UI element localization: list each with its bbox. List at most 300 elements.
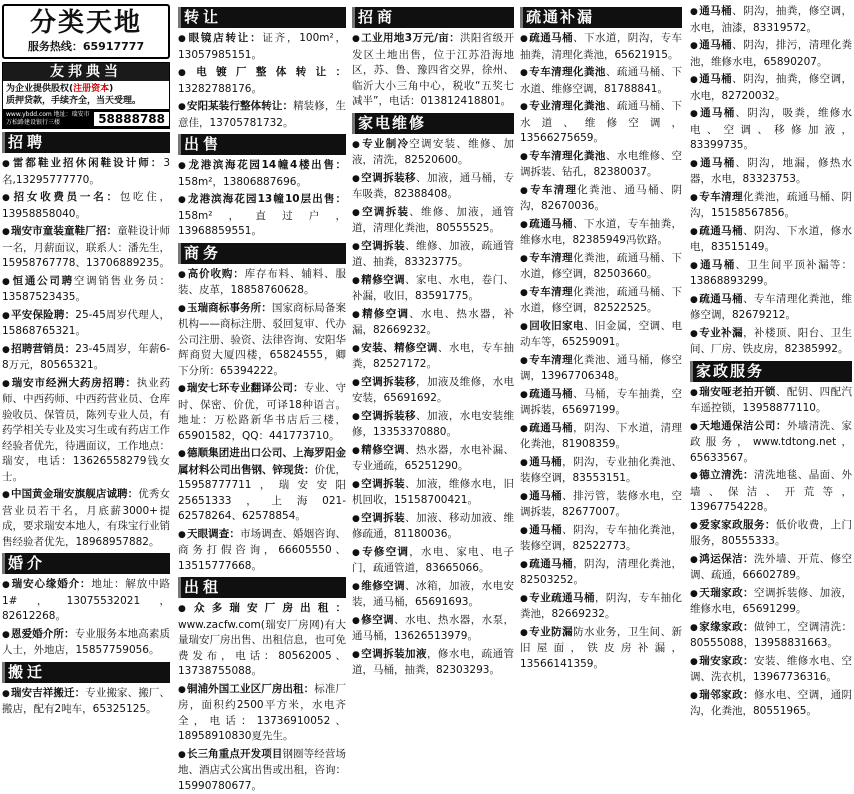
- ad-body: 、水电、热水器，水泵，通马桶，13626513979。: [352, 614, 514, 643]
- column-3: [352, 4, 514, 641]
- ad-lead: 家缘家政：: [699, 621, 754, 633]
- bullet-icon: [690, 655, 699, 667]
- ad-lead: 龙港滨海花园14幢4楼出售：: [189, 159, 346, 171]
- ad-lead: 安阳某装行整体转让：: [187, 100, 293, 112]
- bullet-icon: [178, 447, 187, 459]
- bullet-icon: [178, 602, 194, 614]
- classified-ad: [178, 747, 346, 794]
- section-heading: 招聘: [2, 132, 170, 153]
- ad-line-1c: ): [109, 84, 113, 94]
- ad-lead: 招女收费员一名：: [14, 191, 120, 203]
- bullet-icon: [352, 274, 361, 286]
- ad-line-2: 质押贷款，手续齐全，当天受理。: [3, 95, 169, 109]
- classified-ad: [352, 613, 514, 645]
- ad-body: 外墙清洗、家政服务，www.tdtong.net，65633567。: [690, 420, 852, 464]
- ad-lead: 回收旧家电: [529, 320, 584, 332]
- ad-lead: 通马桶: [699, 39, 732, 51]
- ad-body: 修水电、空调，通阴沟，化粪池，80551965。: [690, 689, 852, 718]
- bullet-icon: [520, 100, 529, 112]
- classified-ad: [520, 251, 682, 283]
- ad-body: 、阴沟，排污，清理化粪池，维修水电，65890207。: [690, 39, 852, 68]
- ad-body: ，阴沟、下水道，清理化粪池，81908359。: [520, 422, 682, 451]
- classified-ad: [520, 65, 682, 97]
- classified-ad: [690, 385, 852, 417]
- bullet-icon: [352, 614, 361, 626]
- ad-lead: 疏通马桶: [529, 388, 573, 400]
- ad-body: 、维修、加液，通管道，清理化粪池，80555525。: [352, 206, 514, 235]
- bullet-icon: [690, 386, 699, 398]
- ad-phone: 58888788: [94, 112, 169, 126]
- ad-body: ，加液及维修，水电安装，65691692。: [352, 376, 514, 405]
- section-heading: 婚介: [2, 553, 170, 574]
- bullet-icon: [520, 66, 529, 78]
- ad-lead: 平安保险聘：: [11, 309, 75, 321]
- bullet-icon: [520, 286, 529, 298]
- section-heading: 家政服务: [690, 361, 852, 382]
- bullet-icon: [690, 420, 699, 432]
- classified-ad: [352, 341, 514, 373]
- bullet-icon: [352, 546, 362, 558]
- ad-lead: 疏通马桶: [529, 218, 573, 230]
- bullet-icon: [178, 100, 187, 112]
- classified-ad: [2, 577, 170, 625]
- ad-lead: 德顺集团进出口公司、上海罗阳金属材料公司出售钢、锌现货：: [178, 447, 346, 476]
- classified-ad: [520, 591, 682, 623]
- classified-ad: [352, 647, 514, 679]
- classified-ad: [690, 72, 852, 104]
- ad-footer: [3, 109, 169, 128]
- ad-lead: 专车清理: [529, 252, 573, 264]
- classified-ad: [178, 527, 346, 575]
- section-heading: 疏通补漏: [520, 7, 682, 28]
- col5-sections: [690, 4, 852, 720]
- ad-lead: 瑞邻家政：: [699, 689, 754, 701]
- ad-body: 、旧金属，空调、电动车等，65259091。: [520, 320, 682, 349]
- classified-ad: [520, 625, 682, 673]
- bullet-icon: [352, 172, 361, 184]
- ad-lead: 通马桶: [700, 157, 735, 169]
- ad-lead: 爱家家政服务：: [699, 519, 776, 531]
- classified-ad: [520, 31, 682, 63]
- masthead: [2, 4, 170, 59]
- ad-lead: 专业补漏: [699, 327, 743, 339]
- ad-body: 低价收费，上门服务，80555333。: [690, 519, 852, 548]
- ad-body: 、专车清理化粪池，维修空调，82679212。: [690, 293, 852, 322]
- bullet-icon: [178, 382, 187, 394]
- bullet-icon: [178, 528, 187, 540]
- ad-line-1b: 注册资本: [73, 84, 109, 94]
- ad-body: 、卫生间平顶补漏等：13868893299。: [690, 259, 852, 288]
- bullet-icon: [520, 490, 529, 502]
- classified-ad: [178, 446, 346, 525]
- bullet-icon: [520, 32, 529, 44]
- bullet-icon: [520, 184, 530, 196]
- ad-body: 、马桶，专车抽粪，空调拆装，65697199。: [520, 388, 682, 417]
- col4-sections: [520, 7, 682, 672]
- classified-ad: [520, 353, 682, 385]
- ad-body: 、排污管，装修水电，空调拆装，82677007。: [520, 490, 682, 519]
- ad-body: 做钟工，空调清洗：80555088，13958831663。: [690, 621, 852, 650]
- classified-ad: [352, 239, 514, 271]
- ad-lead: 天瑞家政：: [699, 587, 754, 599]
- classified-ad: [520, 99, 682, 147]
- ad-body: 3名,13295777770。: [2, 157, 170, 186]
- classified-ad: [520, 217, 682, 249]
- classified-ad: [690, 620, 852, 652]
- classified-ad: [352, 511, 514, 543]
- bullet-icon: [178, 268, 188, 280]
- bullet-icon: [352, 478, 361, 490]
- classified-ad: [2, 627, 170, 659]
- ad-body: 、阴沟，抽粪，修空调，水电，82720032。: [690, 73, 852, 102]
- ad-lead: 龙港滨海花园13幢10层出售：: [188, 193, 346, 205]
- classified-ad: [520, 421, 682, 453]
- bullet-icon: [2, 157, 13, 169]
- classified-ad: [178, 31, 346, 63]
- section-heading: 转让: [178, 7, 346, 28]
- ad-body: 防水业务，卫生间、新旧屋面，铁皮房补漏，13566141359。: [520, 626, 682, 670]
- classified-ad: [690, 224, 852, 256]
- bullet-icon: [2, 628, 11, 640]
- classified-ad: [690, 38, 852, 70]
- ad-body: 市场调查、婚姻咨询、商务打假咨询，66605550、13515777668。: [178, 528, 346, 572]
- ad-line-1: [3, 81, 169, 95]
- ad-body: 、下水道，阴沟，专车抽粪，清理化粪池，65621915。: [520, 32, 682, 61]
- ad-lead: 眼镜店转让：: [189, 32, 263, 44]
- ad-lead: 通马桶: [529, 524, 562, 536]
- ad-body: ，补楼顶、阳台、卫生间、厂房、铁皮房，82385992。: [690, 327, 852, 356]
- ad-body: 13282788176。: [178, 83, 262, 95]
- classified-ad: [2, 342, 170, 374]
- ad-lead: 德立清洗：: [699, 469, 754, 481]
- ad-body: 23-45周岁，年薪6-8万元，80565321。: [2, 343, 170, 372]
- classified-ad: [690, 106, 852, 154]
- bullet-icon: [520, 592, 529, 604]
- bullet-icon: [690, 259, 700, 271]
- ad-lead: 专车清理: [530, 184, 577, 196]
- ad-lead: 专业防漏: [529, 626, 573, 638]
- bullet-icon: [352, 308, 362, 320]
- ad-lead: 天眼调查：: [187, 528, 240, 540]
- classified-ad: [2, 224, 170, 272]
- ad-lead: 瑞安市童装童鞋厂招：: [11, 225, 117, 237]
- bullet-icon: [520, 388, 529, 400]
- classified-ad: [178, 99, 346, 131]
- bullet-icon: [352, 138, 362, 150]
- section-heading: 招商: [352, 7, 514, 28]
- ad-body: 化粪池、通马桶、阴沟，82670036。: [520, 184, 682, 213]
- ad-body: 、加液，维修水电，旧机回收，15158700421。: [352, 478, 514, 507]
- ad-lead: 专车清理: [529, 286, 573, 298]
- classified-ad: [690, 156, 852, 188]
- ad-lead: 瑞安心缘婚介：: [12, 578, 92, 590]
- ad-lead: 电镀厂整体转让：: [196, 66, 346, 78]
- bullet-icon: [520, 218, 529, 230]
- bullet-icon: [178, 159, 189, 171]
- ad-lead: 修空调: [361, 614, 394, 626]
- classified-ad: [178, 682, 346, 745]
- bullet-icon: [2, 377, 12, 389]
- bullet-icon: [352, 342, 361, 354]
- bullet-icon: [690, 293, 699, 305]
- bullet-icon: [690, 157, 700, 169]
- classified-ad: [690, 326, 852, 358]
- classified-ad: [2, 686, 170, 718]
- bullet-icon: [520, 558, 529, 570]
- bullet-icon: [2, 578, 12, 590]
- ad-body: ，阴沟，清理化粪池，82503252。: [520, 558, 682, 587]
- classified-ad: [178, 381, 346, 444]
- classified-ad: [690, 258, 852, 290]
- classified-ad: [352, 205, 514, 237]
- ad-body: 、下水道，专车抽粪，维修水电，82385949冯钦路。: [520, 218, 682, 247]
- bullet-icon: [352, 410, 361, 422]
- bullet-icon: [178, 302, 187, 314]
- ad-body: 空调拆装修、加液，维修水电，65691299。: [690, 587, 852, 616]
- ad-lead: 疏通马桶: [699, 225, 743, 237]
- ad-lead: 安装、精修空调: [361, 342, 438, 354]
- ad-lead: 专车清理化粪池: [529, 66, 606, 78]
- ad-lead: 空调拆装移: [361, 410, 416, 422]
- ad-body: 、维修、加液，疏通管道、抽粪，83323775。: [352, 240, 514, 269]
- ad-footer-text: www.ybdd.com 地址：瑞安市万松路建设银行三楼: [3, 110, 94, 128]
- bullet-icon: [178, 32, 189, 44]
- ad-lead: 专业清理化粪池: [529, 100, 606, 112]
- bullet-icon: [520, 524, 529, 536]
- ad-header: 友邦典当: [3, 63, 169, 81]
- classified-ad: [352, 477, 514, 509]
- ad-body: 化粪池，疏通马桶、下水道，修空调，82503660。: [520, 252, 682, 281]
- ad-body: 158m²，直过户，13968859551。: [178, 210, 346, 238]
- ad-lead: 专修空调: [362, 546, 409, 558]
- ad-lead: 专业制冷: [362, 138, 409, 150]
- ad-lead: 铜浦外国工业区厂房出租：: [187, 683, 314, 695]
- section-heading: 搬迁: [2, 662, 170, 683]
- bullet-icon: [690, 107, 700, 119]
- bullet-icon: [690, 191, 699, 203]
- bullet-icon: [352, 444, 361, 456]
- ad-lead: 空调拆装: [362, 206, 409, 218]
- classified-ad: [178, 65, 346, 97]
- ad-body: 、热水器，水电补漏、专业通疏，65251290。: [352, 444, 514, 473]
- ad-body: 、阴沟、下水道，修水电，83515149。: [690, 225, 852, 254]
- ad-body: 、阴沟，吸粪，维修水电、空调、移修加液，83399735。: [690, 107, 852, 151]
- ad-body: 空调销售业务员：13587523435。: [2, 275, 170, 304]
- classified-ad: [690, 552, 852, 584]
- ad-lead: 专车清理化粪池: [529, 150, 606, 162]
- ad-body: ，阴沟，专车抽化粪池，82669232。: [520, 592, 682, 621]
- ad-body: 专业搬家、搬厂、搬店，配有2吨车，65325125。: [2, 687, 170, 716]
- ad-lead: 招聘营销员：: [11, 343, 75, 355]
- section-heading: 家电维修: [352, 113, 514, 134]
- classified-ad: [178, 267, 346, 299]
- bullet-icon: [2, 225, 11, 237]
- ad-body: 、水电，专车抽粪，82527172。: [352, 342, 514, 371]
- classified-ad: [178, 301, 346, 380]
- ad-lead: 专业疏通马桶: [529, 592, 595, 604]
- col3-sections: [352, 7, 514, 679]
- bullet-icon: [690, 73, 699, 85]
- classified-ad: [352, 443, 514, 475]
- ad-lead: 雷都鞋业招休闲鞋设计师：: [13, 157, 163, 169]
- section-heading: 出租: [178, 577, 346, 598]
- ad-lead: 瑞安市经洲大药房招聘：: [12, 377, 137, 389]
- ad-body: 、配钥、四配汽车遥控锁，13958877110。: [690, 386, 852, 415]
- classified-ad: [2, 274, 170, 306]
- ad-body: 、加液，通马桶，专车吸粪，82388408。: [352, 172, 514, 201]
- ad-lead: 专车清理: [699, 191, 743, 203]
- classified-ad: [690, 468, 852, 516]
- ad-body: ，阴沟，专业抽化粪池、装修空调，83553151。: [520, 456, 682, 485]
- bullet-icon: [690, 553, 699, 565]
- classified-ad: [352, 273, 514, 305]
- ad-line-1a: 为企业提供股权(: [6, 84, 73, 94]
- classified-ad: [690, 292, 852, 324]
- ad-lead: 瑞安哑老拍开锁: [699, 386, 776, 398]
- classified-ad: [520, 523, 682, 555]
- ad-body: 童鞋设计师一名，月薪面议，联系人：潘先生，15958767778、13706889235。: [2, 225, 170, 269]
- ad-lead: 玉瑞商标事务所：: [187, 302, 272, 314]
- classified-ad: [520, 455, 682, 487]
- ad-lead: 天地通保洁公司：: [699, 420, 787, 432]
- classified-ad: [520, 387, 682, 419]
- ad-lead: 通马桶: [700, 259, 735, 271]
- ad-lead: 高价收购：: [188, 268, 245, 280]
- ad-body: 包吃住，13958858040。: [2, 191, 170, 220]
- bullet-icon: [352, 648, 361, 660]
- classified-ad: [520, 149, 682, 181]
- ad-lead: 工业用地3万元/亩：: [361, 32, 460, 44]
- bullet-icon: [352, 240, 361, 252]
- ad-body: 洗外墙、开荒、修空调、疏通，66602789。: [690, 553, 852, 582]
- ad-lead: 恩爱婚介所：: [11, 628, 75, 640]
- ad-lead: 疏通马桶: [529, 422, 573, 434]
- ad-body: 化粪池，疏通马桶、下水道，修空调，82522525。: [520, 286, 682, 315]
- page-title: 分类天地: [4, 8, 168, 38]
- ad-body: 证齐，100m²，13057985151。: [178, 32, 346, 61]
- bullet-icon: [690, 621, 699, 633]
- classified-ad: [2, 376, 170, 486]
- ad-lead: 空调拆装移: [361, 172, 416, 184]
- ad-body: 优秀女营业员若干名，月底薪3000+提成，要求瑞安本地人，有珠宝行业销售经验者优先，18968957882。: [2, 488, 170, 548]
- ad-body: 、疏通马桶、下水道、维修空调，81788841。: [520, 66, 682, 95]
- bullet-icon: [690, 39, 699, 51]
- ad-body: 执业药师、中西药师、中西药营业员、仓库验收员、保管员，陈列专业人员，有药学相关专业及实习生或有药店工作经验者优先，待遇面议，工作地点：瑞安，电话：13626558279钱女士。: [2, 377, 170, 483]
- classified-ad: [520, 183, 682, 215]
- bullet-icon: [690, 587, 699, 599]
- ad-body: 库存布料、辅料、服装、皮革，18858760628。: [178, 268, 346, 297]
- ad-body: 空调安装、维修、加液，清洗，82520600。: [352, 138, 514, 167]
- col2-sections: [178, 7, 346, 794]
- ad-body: 、阴沟，专车抽化粪池，装修空调，82522773。: [520, 524, 682, 553]
- ad-body: 专业服务本地高素质人士，外地店，15857759056。: [2, 628, 170, 657]
- ad-body: 、加液、移动加液、维修疏通，81180036。: [352, 512, 514, 541]
- classified-ad: [352, 409, 514, 441]
- classified-ad: [690, 419, 852, 467]
- classified-ad: [520, 557, 682, 589]
- ad-body: www.zacfw.com(瑞安厂房网)有大量瑞安厂房出售、出租信息，也可免费发布，电话：80562005、13738755088。: [178, 619, 346, 678]
- classified-ad: [690, 654, 852, 686]
- bullet-icon: [2, 275, 13, 287]
- ad-body: 化粪池、通马桶，修空调，13967706348。: [520, 354, 682, 383]
- ad-body: 价优，15958777711，瑞安安阳25651333，上海021-62578264、62578854。: [178, 464, 346, 523]
- bullet-icon: [520, 422, 529, 434]
- bullet-icon: [520, 252, 529, 264]
- ad-lead: 众多瑞安厂房出租：: [194, 602, 346, 614]
- bullet-icon: [178, 66, 196, 78]
- classified-ad: [178, 158, 346, 190]
- ad-lead: 通马桶: [699, 73, 732, 85]
- classified-ad: [690, 688, 852, 720]
- ad-lead: 维修空调: [361, 580, 405, 592]
- bullet-icon: [690, 689, 699, 701]
- bullet-icon: [178, 193, 188, 205]
- ad-body: 、冰箱，加液，水电安装，通马桶，65691693。: [352, 580, 514, 609]
- ad-lead: 中国黄金瑞安旗舰店诚聘：: [11, 488, 138, 500]
- ad-lead: 瑞安吉祥搬迁：: [11, 687, 85, 699]
- bullet-icon: [690, 327, 699, 339]
- ad-lead: 通马桶: [529, 490, 562, 502]
- bullet-icon: [520, 354, 529, 366]
- ad-lead: 疏通马桶: [699, 293, 743, 305]
- section-heading: 出售: [178, 134, 346, 155]
- bullet-icon: [520, 320, 529, 332]
- bullet-icon: [178, 683, 187, 695]
- section-heading: 商务: [178, 243, 346, 264]
- bullet-icon: [690, 5, 699, 17]
- classified-ad: [352, 31, 514, 110]
- ad-body: 、加液，水电安装维修，13353370880。: [352, 410, 514, 439]
- column-2: [178, 4, 346, 641]
- ad-lead: 空调拆装加液: [361, 648, 427, 660]
- classified-ad: [352, 579, 514, 611]
- classified-ad: [352, 307, 514, 339]
- ad-lead: 精修空调: [361, 444, 405, 456]
- classified-ad: [690, 518, 852, 550]
- ad-body: 钢圈等经营场地、酒店式公寓出售或出租，咨询：15990780677。: [178, 748, 346, 792]
- ad-body: 、阴沟，地漏，修热水器，水电，83323753。: [690, 157, 852, 186]
- ad-lead: 精修空调: [361, 274, 405, 286]
- ad-lead: 瑞安家政：: [699, 655, 754, 667]
- classified-ad: [352, 375, 514, 407]
- hotline: 服务热线：65917777: [4, 38, 168, 54]
- ad-lead: 瑞安七环专业翻译公司：: [187, 382, 304, 394]
- ad-lead: 疏通马桶: [529, 32, 573, 44]
- ad-body: 清洗地毯、晶面、外墙、保洁、开荒等，13967754228。: [690, 469, 852, 513]
- classified-ad: [690, 190, 852, 222]
- bullet-icon: [690, 469, 699, 481]
- classified-ad: [520, 489, 682, 521]
- ad-lead: 专车清理: [529, 354, 573, 366]
- bullet-icon: [2, 309, 11, 321]
- bullet-icon: [352, 32, 361, 44]
- ad-body: 、水电、热水器，补漏，82669232。: [352, 308, 514, 337]
- bullet-icon: [352, 512, 361, 524]
- ad-body: 25-45周岁代理人，15868765321。: [2, 309, 170, 338]
- ad-body: 洪阳省级开发区土地出售，位于江苏沿海地区，苏、鲁、豫四省交界，徐州、临沂大小三角中心，税收“五奖七减半”，电话：013812418801。: [352, 32, 514, 107]
- ad-lead: 疏通马桶: [529, 558, 573, 570]
- ad-body: 国家商标局备案机构——商标注册、驳回复审、代办公司注册、验资、法律咨询、安阳华辉商贸大厦四楼，65824555，卿下分所：65394222。: [178, 302, 346, 377]
- column-5: [690, 4, 852, 641]
- column-1: [2, 4, 170, 641]
- ad-body: 专业、守时、保密、价优，可译18种语言。地址：万松路新华书店后三楼，65901582，QQ：441773710。: [178, 382, 346, 442]
- classified-ad: [352, 171, 514, 203]
- ad-body: 、阴沟，抽粪，修空调，水电，油漆，83319572。: [690, 5, 852, 34]
- ad-body: 标准厂房，面积约2500平方米，水电齐全，电话：13736910052、18958910830夏先生。: [178, 683, 346, 743]
- ad-lead: 空调拆装: [361, 240, 405, 252]
- classified-ad: [2, 190, 170, 222]
- ad-lead: 通马桶: [699, 5, 732, 17]
